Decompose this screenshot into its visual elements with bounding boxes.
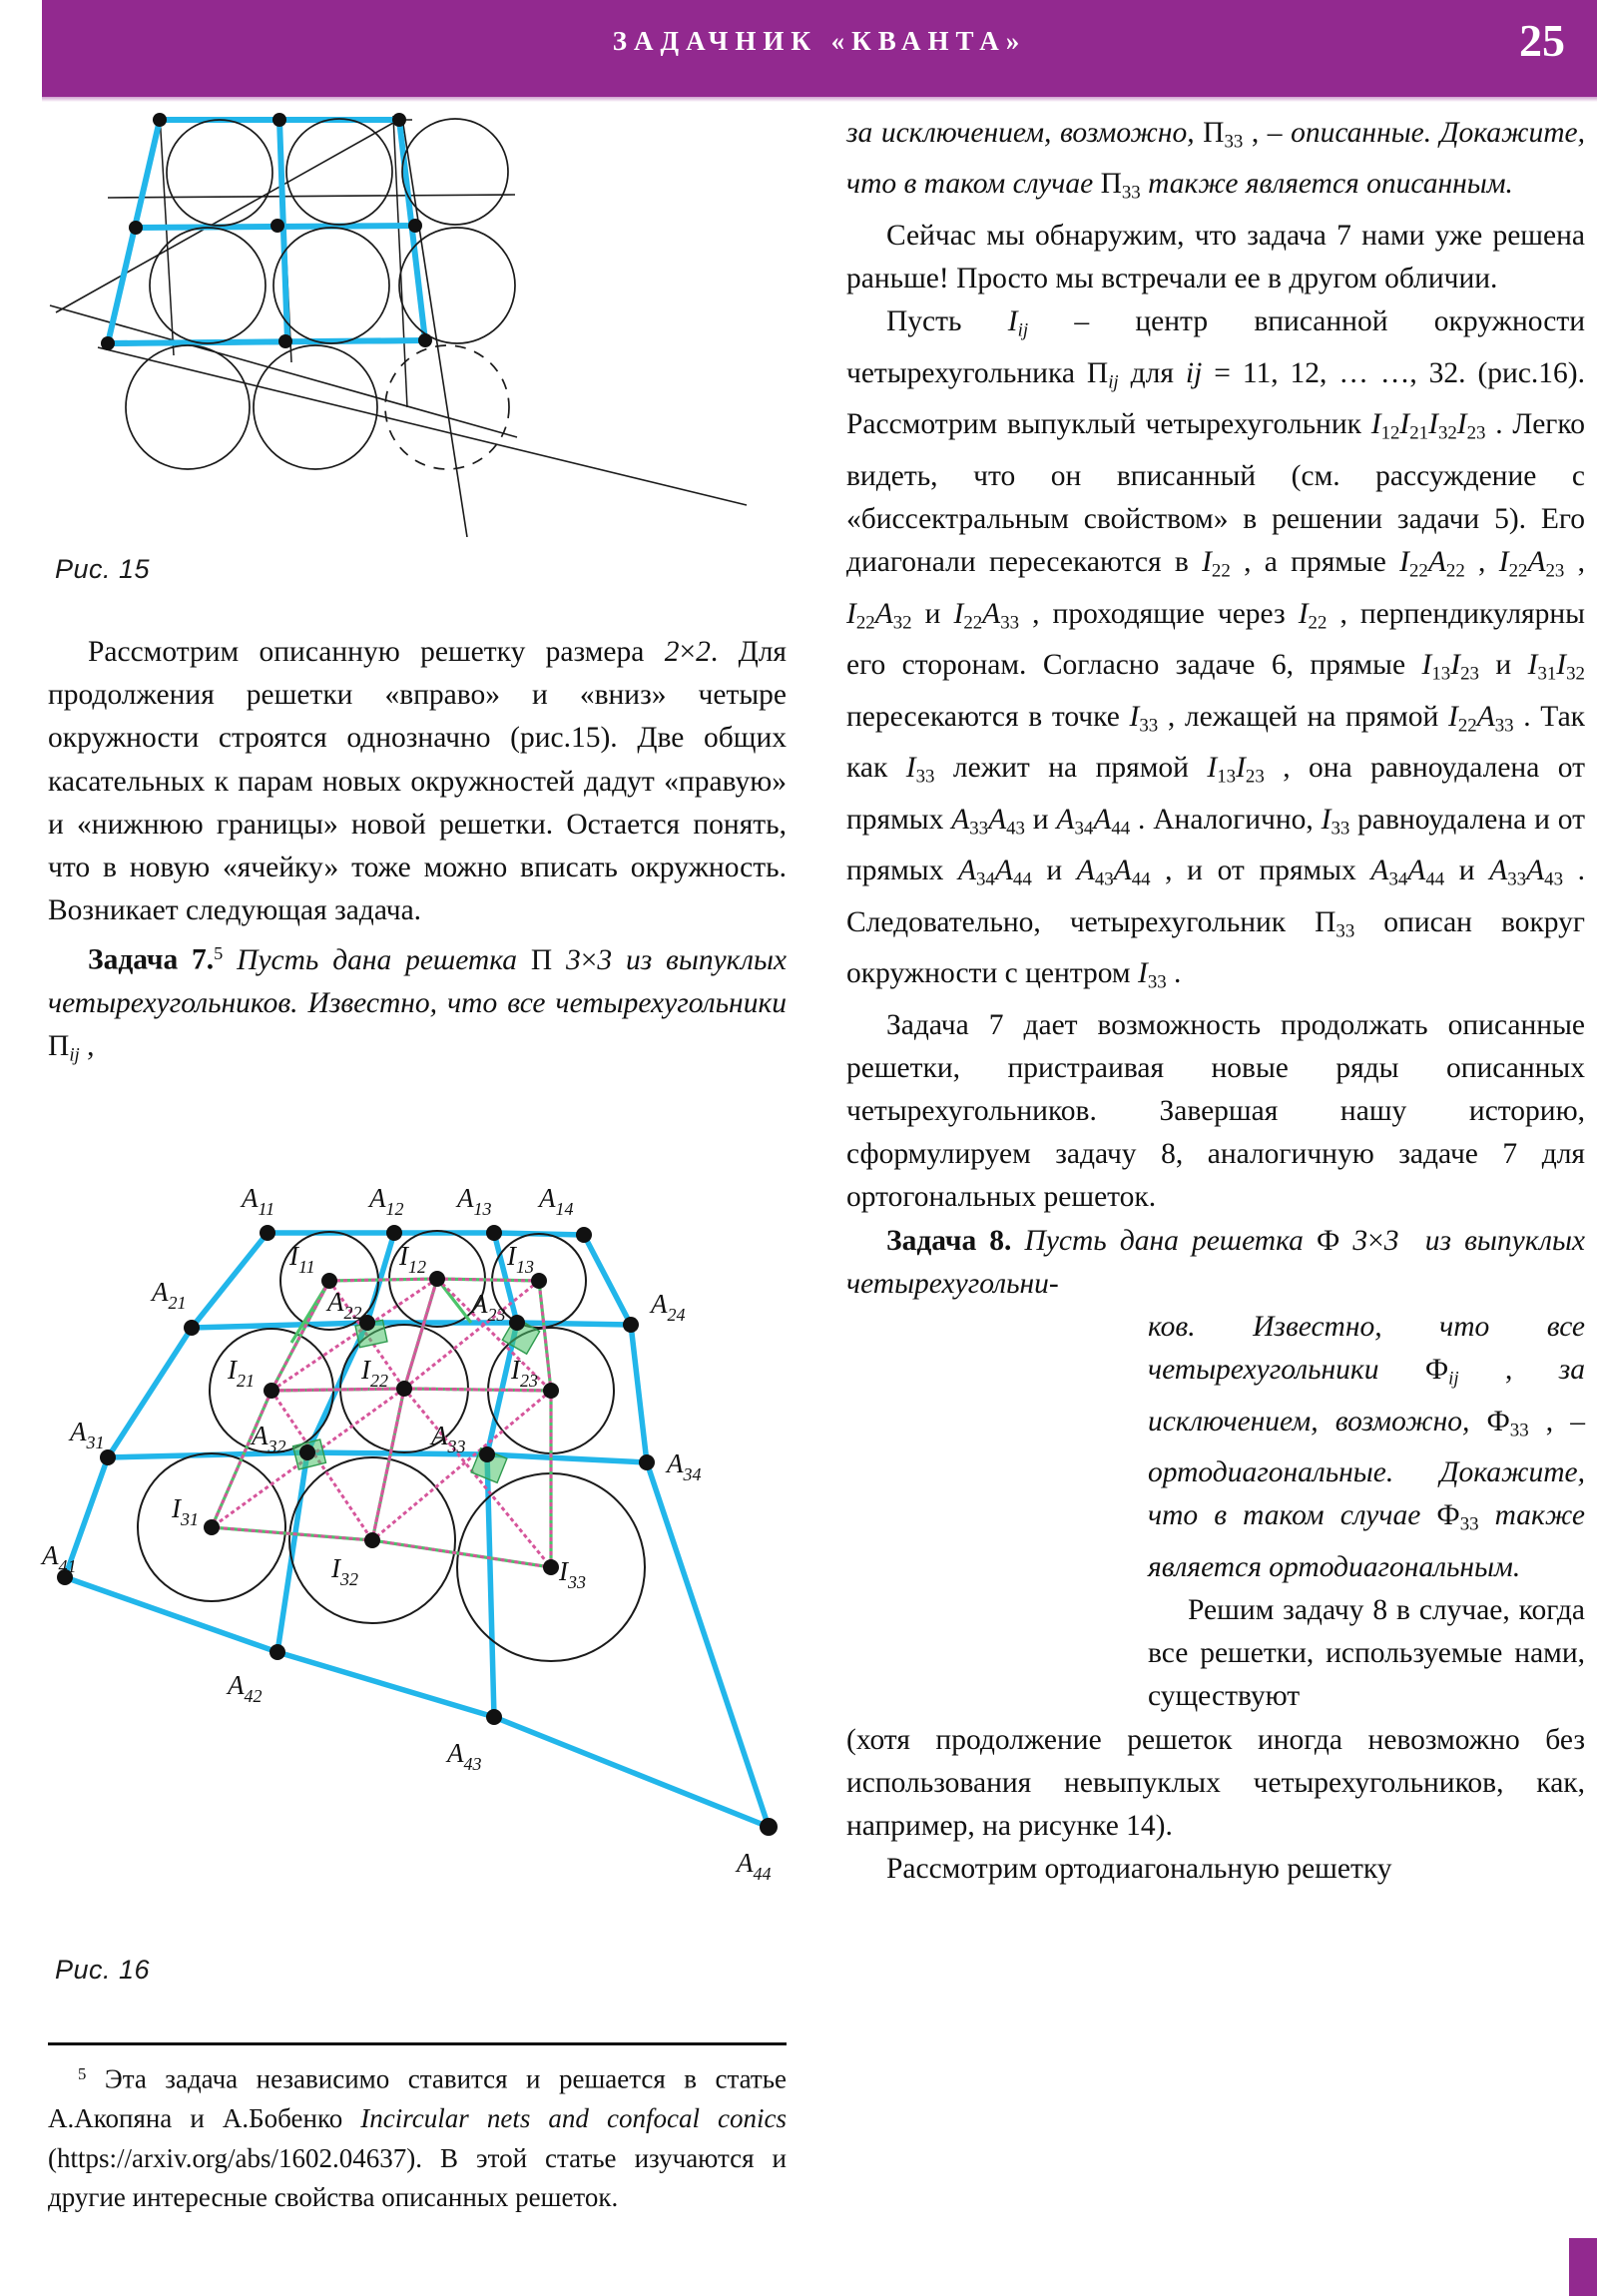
- footnote-text: $^5$ Эта задача независимо ставится и решается в статье А.Акопяна и А.Бобенко Incircular nets and confocal conics (https://arxiv.org/abs/1602.04637). В этой статье изучаются и другие интересные свойства описанных решеток.: [48, 2063, 787, 2213]
- task-8-statement-line1: [846, 1220, 1585, 1306]
- svg-text:A41: $A_{41}$: [42, 1540, 77, 1576]
- paragraph-task7-continuation: за исключением, возможно, $П_{33}$ , – описанные. Докажите, что в таком случае $П_{33}$ также является описанным.: [846, 117, 1585, 204]
- svg-text:A22: $A_{22}$: [327, 1287, 362, 1323]
- svg-text:I22: $I_{22}$: [361, 1355, 388, 1391]
- svg-text:A11: $A_{11}$: [242, 1183, 275, 1219]
- svg-text:A13: $A_{13}$: [457, 1183, 492, 1219]
- task-7-label: Задача 7.: [88, 943, 215, 976]
- fig16-vertex-labels: [40, 1183, 772, 1884]
- svg-text:A42: $A_{42}$: [228, 1670, 263, 1706]
- svg-text:A34: $A_{34}$: [667, 1448, 702, 1484]
- svg-text:A31: $A_{31}$: [70, 1417, 105, 1452]
- left-column-body: [48, 631, 787, 1077]
- paragraph-lattice-2x2: Рассмотрим описанную решетку размера 2×2. Для продолжения решетки «вправо» и «вниз» четыре окружности строятся однозначно (рис.15). Две общих касательных к парам новых окружностей дадут «правую» и «нижнюю границы» новой решетки. Остается понять, что в новую «ячейку» тоже можно вписать окружность. Возникает следующая задача.: [48, 636, 787, 927]
- task-7-text: Пусть дана решетка П 3×3 из выпуклых четырехугольников. Известно, что все четырехугольники $П_{ij}$ ,: [48, 943, 788, 1066]
- svg-text:I13: $I_{13}$: [507, 1241, 534, 1277]
- svg-text:I33: $I_{33}$: [559, 1556, 586, 1592]
- svg-text:A14: $A_{14}$: [539, 1183, 574, 1219]
- right-column-narrow-flow: [1148, 1306, 1585, 1719]
- figure-16-caption: Рис. 16: [55, 1955, 151, 1985]
- svg-text:A21: $A_{21}$: [152, 1277, 187, 1313]
- svg-text:I31: $I_{31}$: [172, 1493, 199, 1529]
- svg-text:I32: $I_{32}$: [331, 1553, 358, 1589]
- svg-text:A23: $A_{23}$: [471, 1289, 506, 1325]
- paragraph-solve-task8-narrow: Решим задачу 8 в случае, когда все решетки, используемые нами, существуют: [1148, 1594, 1585, 1713]
- page-header-band: [42, 0, 1597, 97]
- svg-text:A44: $A_{44}$: [737, 1848, 772, 1884]
- svg-text:I21: $I_{21}$: [228, 1355, 255, 1391]
- svg-text:A12: $A_{12}$: [369, 1183, 404, 1219]
- paragraph-nonconvex-note: (хотя продолжение решеток иногда невозможно без использования невыпуклых четырехугольников, как, например, на рисунке 14).: [846, 1723, 1585, 1843]
- header-shadow: [42, 97, 1597, 102]
- page-number: 25: [1519, 15, 1565, 66]
- footnote-separator: [48, 2042, 787, 2045]
- svg-text:A24: $A_{24}$: [651, 1289, 686, 1325]
- svg-text:A33: $A_{33}$: [431, 1421, 466, 1456]
- figure-15-caption: Рис. 15: [55, 554, 151, 584]
- corner-tab: [1569, 2238, 1597, 2296]
- left-column: [48, 631, 787, 1077]
- svg-text:A32: $A_{32}$: [252, 1421, 286, 1456]
- task-7-footnote-ref[interactable]: 5: [214, 943, 224, 964]
- svg-text:I12: $I_{12}$: [399, 1241, 426, 1277]
- right-column-wide-flow-bottom: [846, 1719, 1585, 1892]
- task-7-statement: [48, 932, 787, 1076]
- task-8-text-start: Пусть дана решетка Ф 3×3 из выпуклых четырехугольни-: [846, 1224, 1586, 1300]
- svg-text:I11: $I_{11}$: [289, 1241, 315, 1277]
- footnote-block: [48, 2054, 787, 2218]
- page-title: ЗАДАЧНИК «КВАНТА»: [612, 26, 1027, 56]
- right-column: [846, 112, 1585, 1892]
- figure-15: [48, 108, 787, 537]
- task-8-text-rest: ков. Известно, что все четырехугольники $Ф_{ij}$ , за исключением, возможно, $Ф_{33}$ , – ортодиагональные. Докажите, что в таком случае $Ф_{33}$ также является ортодиагональным.: [1148, 1311, 1586, 1583]
- paragraph-orthodiagonal-start: Рассмотрим ортодиагональную решетку: [886, 1853, 1392, 1886]
- figure-15-graphic: [48, 108, 787, 537]
- paragraph-already-solved: Сейчас мы обнаружим, что задача 7 нами уже решена раньше! Просто мы встречали ее в другом обличии.: [846, 219, 1585, 295]
- paragraph-incenter-proof: Пусть $I_{ij}$ – центр вписанной окружности четырехугольника $П_{ij}$ для ij = 11, 12, … …, 32. (рис.16). Рассмотрим выпуклый четырехугольник $I_{12}I_{21}I_{32}I_{23}$ . Легко видеть, что он вписанный (см. рассуждение с «биссектральным свойством» в решении задачи 5). Его диагонали пересекаются в $I_{22}$ , а прямые $I_{22}A_{22}$ , $I_{22}A_{23}$ , $I_{22}A_{32}$ и $I_{22}A_{33}$ , проходящие через $I_{22}$ , перпендикулярны его сторонам. Согласно задаче 6, прямые $I_{13}I_{23}$ и $I_{31}I_{32}$ пересекаются в точке $I_{33}$ , лежащей на прямой $I_{22}A_{33}$ . Так как $I_{33}$ лежит на прямой $I_{13}I_{23}$ , она равноудалена от прямых $A_{33}A_{43}$ и $A_{34}A_{44}$ . Аналогично, $I_{33}$ равноудалена и от прямых $A_{34}A_{44}$ и $A_{43}A_{44}$ , и от прямых $A_{34}A_{44}$ и $A_{33}A_{43}$ . Следовательно, четырехугольник $П_{33}$ описан вокруг окружности с центром $I_{33}$ .: [846, 305, 1586, 993]
- svg-text:I23: $I_{23}$: [511, 1355, 538, 1391]
- svg-text:A43: $A_{43}$: [447, 1738, 482, 1774]
- right-column-body: [846, 112, 1585, 1306]
- paragraph-continue-nets: Задача 7 дает возможность продолжать описанные решетки, пристраивая новые ряды описанных четырехугольников. Завершая нашу историю, сформулируем задачу 8, аналогичную задаче 7 для ортогональных решеток.: [846, 1008, 1585, 1214]
- task-8-label: Задача 8.: [886, 1224, 1012, 1257]
